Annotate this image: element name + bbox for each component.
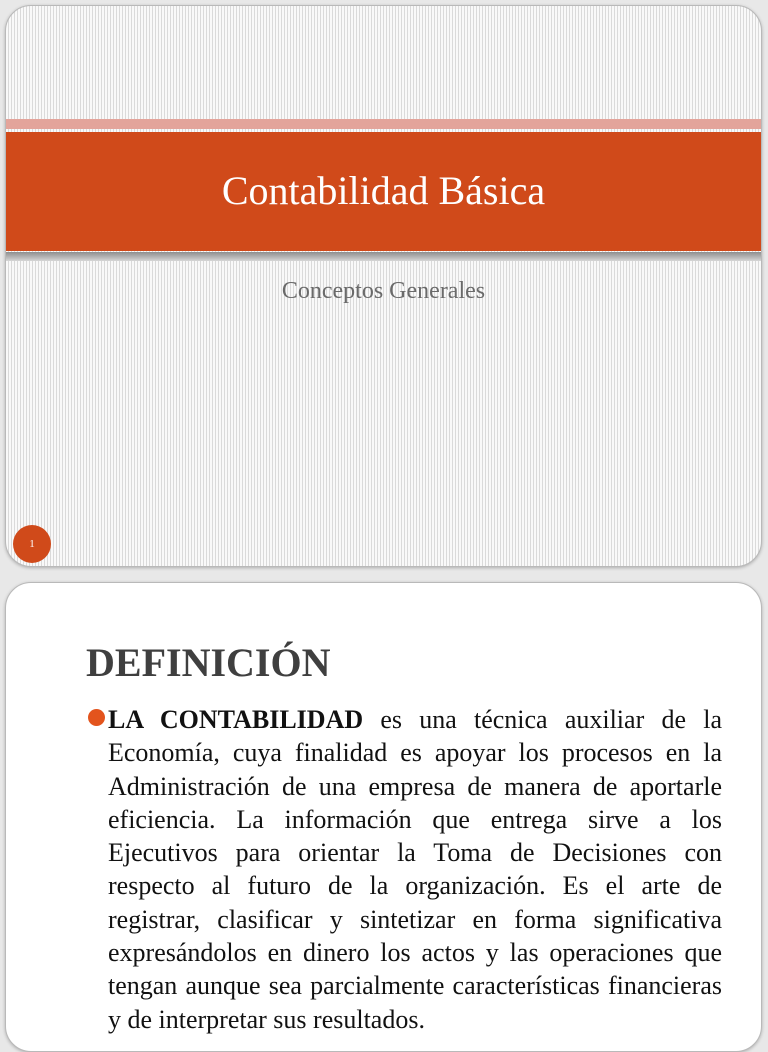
title-slide — [5, 5, 762, 567]
definition-slide — [5, 582, 762, 1052]
bullet-lead-text: LA CONTABILIDAD — [108, 705, 364, 734]
slide-subtitle: Conceptos Generales — [281, 278, 486, 304]
pink-stripe — [6, 119, 761, 129]
bullet-body-text: es una técnica auxiliar de la Economía, cuya finalidad es apoyar los procesos en la Administración de una empresa de manera de aportarle eficiencia. La información que entrega sirve a los Ejecutivos para orientar la Toma de Decisiones con respecto al futuro de la organización. Es el arte de registrar, clasificar y sintetizar en forma significativa expresándolos en dinero los actos y las operaciones que tengan aunque sea parcialmente características financieras y de interpretar sus resultados. — [108, 705, 722, 1034]
title-band — [6, 132, 761, 251]
section-heading: DEFINICIÓN — [86, 640, 331, 685]
slide-title: Contabilidad Básica — [221, 168, 546, 213]
definition-paragraph — [108, 703, 722, 1036]
page-number-badge: 1 — [13, 525, 51, 563]
bullet-icon — [88, 709, 105, 726]
gray-stripe — [6, 252, 761, 261]
